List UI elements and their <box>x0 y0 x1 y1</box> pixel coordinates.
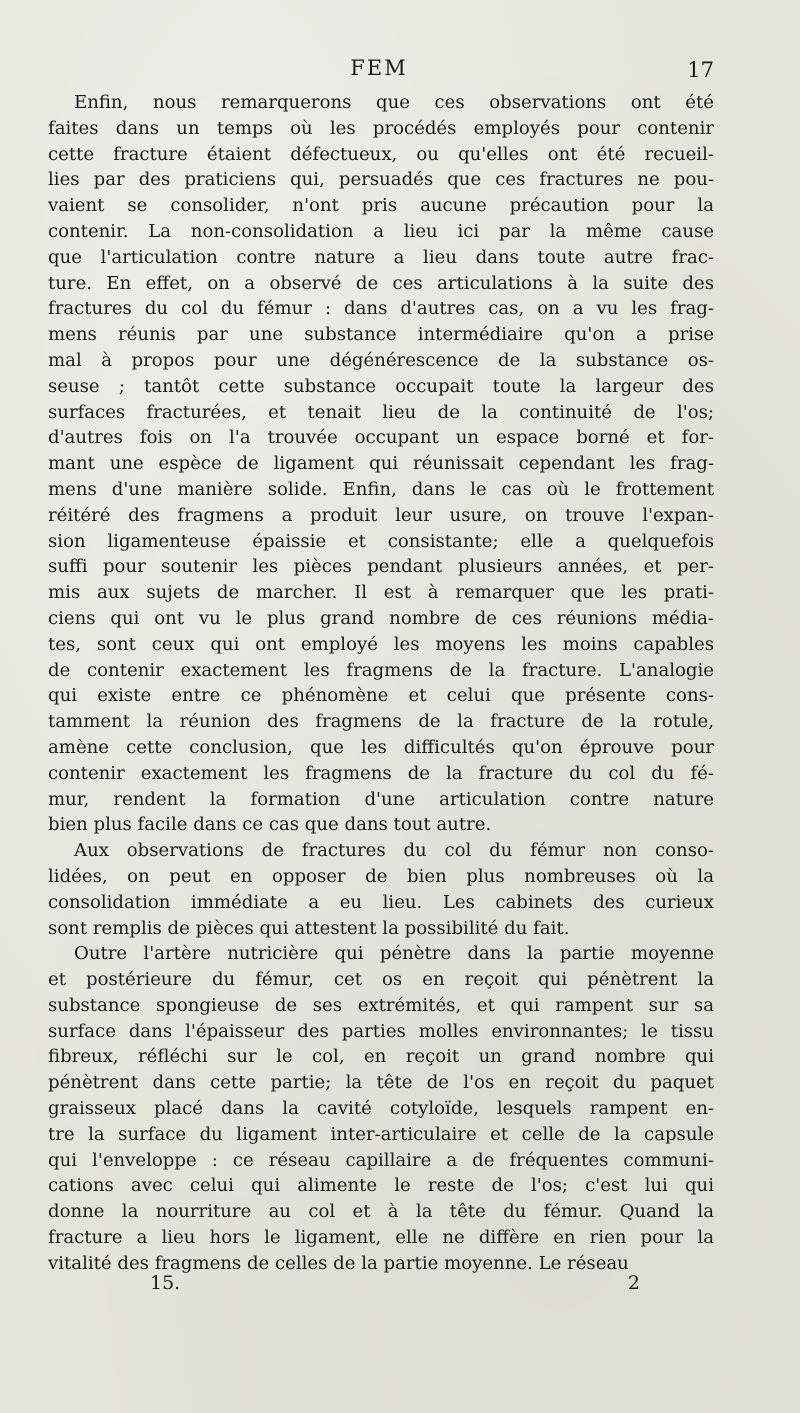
text-line: bien plus facile dans ce cas que dans tout autre. <box>48 814 492 836</box>
text-line: cette fracture étaient défectueux, ou qu'elles ont été recueil- <box>48 143 714 165</box>
text-line: fracture a lieu hors le ligament, elle ne diffère en rien pour la <box>48 1227 714 1249</box>
text-line: fibreux, réfléchi sur le col, en reçoit un grand nombre qui <box>48 1046 714 1068</box>
text-line: mis aux sujets de marcher. Il est à remarquer que les prati- <box>48 582 714 604</box>
paragraph <box>48 90 714 838</box>
text-line: tes, sont ceux qui ont employé les moyens les moins capables <box>48 633 714 655</box>
text-line: Enfin, nous remarquerons que ces observations ont été <box>74 92 714 113</box>
text-line: amène cette conclusion, que les difficultés qu'on éprouve pour <box>48 736 714 758</box>
text-line: ture. En effet, on a observé de ces articulations à la suite des <box>48 272 714 294</box>
text-line: faites dans un temps où les procédés employés pour contenir <box>48 117 714 139</box>
text-line: vitalité des fragmens de celles de la partie moyenne. Le réseau <box>48 1252 629 1274</box>
text-line: et postérieure du fémur, cet os en reçoit qui pénètrent la <box>48 969 714 991</box>
text-line: que l'articulation contre nature a lieu dans toute autre frac- <box>48 246 714 268</box>
text-line: surface dans l'épaisseur des parties molles environnantes; le tissu <box>48 1020 714 1042</box>
paragraph <box>48 941 714 1276</box>
text-line: surfaces fracturées, et tenait lieu de la continuité de l'os; <box>48 401 714 423</box>
text-line: graisseux placé dans la cavité cotyloïde, lesquels rampent en- <box>48 1098 714 1120</box>
signature-mark: 15. <box>150 1272 181 1294</box>
body-text <box>48 90 714 1277</box>
running-head <box>44 56 714 86</box>
page-footer <box>150 1272 640 1302</box>
text-line: tre la surface du ligament inter-articulaire et celle de la capsule <box>48 1123 714 1145</box>
text-line: Aux observations de fractures du col du fémur non conso- <box>74 840 714 862</box>
text-line: qui l'enveloppe : ce réseau capillaire a de fréquentes communi- <box>48 1149 714 1171</box>
text-line: tamment la réunion des fragmens de la fracture de la rotule, <box>48 711 714 733</box>
text-line: d'autres fois on l'a trouvée occupant un espace borné et for- <box>48 427 714 449</box>
text-line: mant une espèce de ligament qui réunissait cependant les frag- <box>48 453 714 475</box>
text-line: ciens qui ont vu le plus grand nombre de ces réunions média- <box>48 607 714 629</box>
text-line: mal à propos pour une dégénérescence de la substance os- <box>48 349 714 371</box>
text-line: sont remplis de pièces qui attestent la possibilité du fait. <box>48 917 570 939</box>
text-line: suffi pour soutenir les pièces pendant plusieurs années, et per- <box>48 556 714 578</box>
text-line: fractures du col du fémur : dans d'autres cas, on a vu les frag- <box>48 298 714 320</box>
page-number: 17 <box>687 58 714 82</box>
text-line: mur, rendent la formation d'une articulation contre nature <box>48 788 714 810</box>
text-line: sion ligamenteuse épaissie et consistante; elle a quelquefois <box>48 530 714 552</box>
text-line: seuse ; tantôt cette substance occupait toute la largeur des <box>48 375 714 397</box>
text-line: mens réunis par une substance intermédiaire qu'on a prise <box>48 324 714 346</box>
text-line: contenir. La non-consolidation a lieu ici par la même cause <box>48 220 714 242</box>
text-line: mens d'une manière solide. Enfin, dans le cas où le frottement <box>48 478 714 500</box>
text-line: donne la nourriture au col et à la tête du fémur. Quand la <box>48 1201 714 1223</box>
text-line: substance spongieuse de ses extrémités, et qui rampent sur sa <box>48 994 714 1016</box>
running-head-title: FEM <box>350 56 408 80</box>
text-line: pénètrent dans cette partie; la tête de l'os en reçoit du paquet <box>48 1072 714 1094</box>
text-line: vaient se consolider, n'ont pris aucune précaution pour la <box>48 195 714 217</box>
sheet-number: 2 <box>627 1272 640 1294</box>
text-line: lies par des praticiens qui, persuadés que ces fractures ne pou- <box>48 169 714 191</box>
text-line: cations avec celui qui alimente le reste de l'os; c'est lui qui <box>48 1175 714 1197</box>
text-line: contenir exactement les fragmens de la fracture du col du fé- <box>48 762 714 784</box>
text-line: Outre l'artère nutricière qui pénètre dans la partie moyenne <box>74 943 714 965</box>
text-line: qui existe entre ce phénomène et celui que présente cons- <box>48 685 714 707</box>
text-line: consolidation immédiate a eu lieu. Les cabinets des curieux <box>48 891 714 913</box>
text-line: de contenir exactement les fragmens de la fracture. L'analogie <box>48 659 714 681</box>
paragraph <box>48 838 714 941</box>
text-line: lidées, on peut en opposer de bien plus nombreuses où la <box>48 865 714 887</box>
text-line: réitéré des fragmens a produit leur usure, on trouve l'expan- <box>48 504 714 526</box>
